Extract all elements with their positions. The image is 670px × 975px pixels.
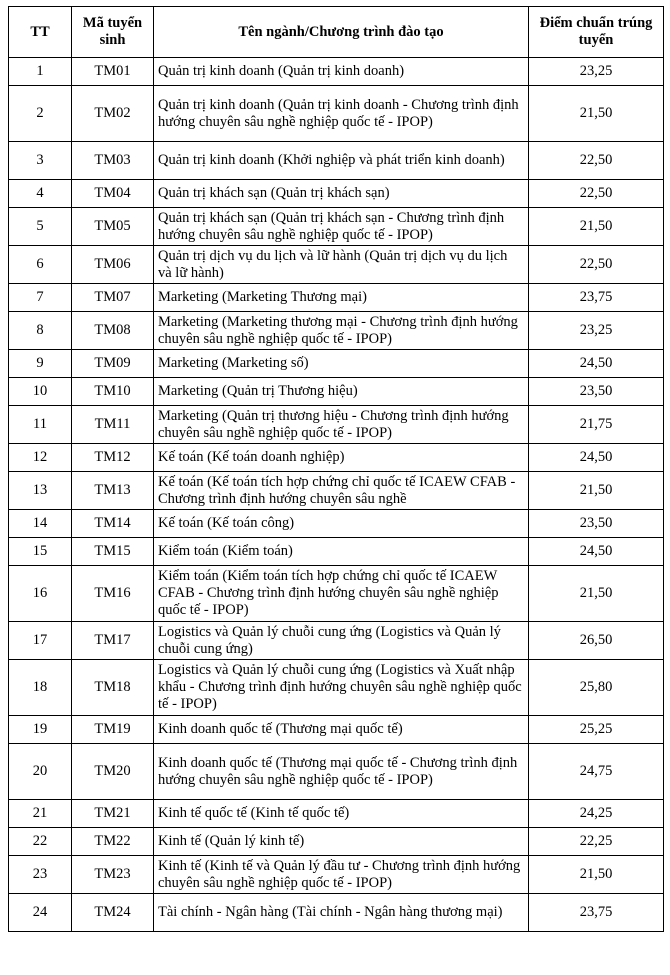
cell-score: 24,50 [529,444,664,472]
cell-program: Kinh tế (Kinh tế và Quản lý đầu tư - Chương trình định hướng chuyên sâu nghề nghiệp quốc tế - IPOP) [154,856,529,894]
cell-code: TM08 [72,312,154,350]
cell-score: 21,50 [529,566,664,622]
cell-code: TM19 [72,716,154,744]
cell-tt: 4 [9,180,72,208]
cell-tt: 18 [9,660,72,716]
table-row [9,472,664,510]
cell-program: Kinh tế quốc tế (Kinh tế quốc tế) [154,800,529,828]
cell-code: TM15 [72,538,154,566]
cell-program: Quản trị khách sạn (Quản trị khách sạn - Chương trình định hướng chuyên sâu nghề nghiệp quốc tế - IPOP) [154,208,529,246]
cell-code: TM01 [72,58,154,86]
cell-program: Kinh doanh quốc tế (Thương mại quốc tế - Chương trình định hướng chuyên sâu nghề nghiệp quốc tế - IPOP) [154,744,529,800]
cell-code: TM03 [72,142,154,180]
cell-program: Kế toán (Kế toán tích hợp chứng chỉ quốc tế ICAEW CFAB - Chương trình định hướng chuyên sâu nghề [154,472,529,510]
cell-program: Logistics và Quản lý chuỗi cung ứng (Logistics và Quản lý chuỗi cung ứng) [154,622,529,660]
table-row [9,180,664,208]
cell-score: 23,75 [529,284,664,312]
table-row [9,246,664,284]
cell-code: TM06 [72,246,154,284]
cell-code: TM20 [72,744,154,800]
cell-code: TM16 [72,566,154,622]
cell-code: TM05 [72,208,154,246]
header-score: Điểm chuẩn trúng tuyển [529,7,664,58]
cell-score: 21,50 [529,472,664,510]
table-row [9,86,664,142]
cell-program: Kiểm toán (Kiểm toán tích hợp chứng chỉ quốc tế ICAEW CFAB - Chương trình định hướng chuyên sâu nghề nghiệp quốc tế - IPOP) [154,566,529,622]
table-row [9,58,664,86]
cell-score: 23,50 [529,510,664,538]
cell-score: 23,75 [529,894,664,932]
cell-score: 23,25 [529,58,664,86]
cell-tt: 6 [9,246,72,284]
cell-code: TM09 [72,350,154,378]
cell-tt: 14 [9,510,72,538]
table-row [9,406,664,444]
cell-tt: 21 [9,800,72,828]
cell-tt: 3 [9,142,72,180]
cell-code: TM02 [72,86,154,142]
table-row [9,444,664,472]
table-row [9,538,664,566]
cell-program: Quản trị kinh doanh (Khởi nghiệp và phát triển kinh doanh) [154,142,529,180]
header-tt: TT [9,7,72,58]
cell-program: Marketing (Marketing thương mại - Chương trình định hướng chuyên sâu nghề nghiệp quốc tế - IPOP) [154,312,529,350]
table-row [9,744,664,800]
cell-tt: 11 [9,406,72,444]
cell-program: Marketing (Quản trị Thương hiệu) [154,378,529,406]
cell-code: TM17 [72,622,154,660]
cell-program: Quản trị dịch vụ du lịch và lữ hành (Quản trị dịch vụ du lịch và lữ hành) [154,246,529,284]
table-row [9,800,664,828]
table-row [9,828,664,856]
cell-tt: 16 [9,566,72,622]
cell-tt: 12 [9,444,72,472]
cell-tt: 13 [9,472,72,510]
cell-tt: 15 [9,538,72,566]
cell-score: 26,50 [529,622,664,660]
cell-program: Marketing (Marketing số) [154,350,529,378]
cell-code: TM18 [72,660,154,716]
cell-tt: 20 [9,744,72,800]
table-row [9,894,664,932]
cell-tt: 1 [9,58,72,86]
admission-score-table [8,6,664,932]
cell-program: Kế toán (Kế toán công) [154,510,529,538]
cell-program: Marketing (Quản trị thương hiệu - Chương trình định hướng chuyên sâu nghề nghiệp quốc tế - IPOP) [154,406,529,444]
cell-score: 23,50 [529,378,664,406]
header-row [9,7,664,58]
cell-code: TM21 [72,800,154,828]
cell-program: Logistics và Quản lý chuỗi cung ứng (Logistics và Xuất nhập khẩu - Chương trình định hướng chuyên sâu nghề nghiệp quốc tế - IPOP) [154,660,529,716]
cell-tt: 9 [9,350,72,378]
cell-score: 21,50 [529,856,664,894]
table-row [9,350,664,378]
cell-score: 25,80 [529,660,664,716]
table-row [9,510,664,538]
table-row [9,856,664,894]
cell-tt: 23 [9,856,72,894]
cell-score: 22,50 [529,180,664,208]
cell-score: 21,75 [529,406,664,444]
cell-program: Kế toán (Kế toán doanh nghiệp) [154,444,529,472]
cell-score: 24,25 [529,800,664,828]
cell-tt: 7 [9,284,72,312]
cell-score: 24,50 [529,538,664,566]
cell-tt: 19 [9,716,72,744]
header-code: Mã tuyển sinh [72,7,154,58]
cell-code: TM13 [72,472,154,510]
cell-tt: 24 [9,894,72,932]
cell-program: Tài chính - Ngân hàng (Tài chính - Ngân hàng thương mại) [154,894,529,932]
cell-score: 24,75 [529,744,664,800]
cell-code: TM07 [72,284,154,312]
table-row [9,660,664,716]
table-row [9,566,664,622]
cell-program: Kinh tế (Quản lý kinh tế) [154,828,529,856]
cell-code: TM11 [72,406,154,444]
cell-code: TM24 [72,894,154,932]
table-row [9,284,664,312]
cell-code: TM04 [72,180,154,208]
cell-tt: 5 [9,208,72,246]
cell-tt: 10 [9,378,72,406]
table-row [9,622,664,660]
cell-program: Kiểm toán (Kiểm toán) [154,538,529,566]
cell-program: Quản trị kinh doanh (Quản trị kinh doanh) [154,58,529,86]
table-row [9,142,664,180]
table-row [9,378,664,406]
cell-score: 22,50 [529,246,664,284]
cell-score: 25,25 [529,716,664,744]
cell-program: Kinh doanh quốc tế (Thương mại quốc tế) [154,716,529,744]
table-row [9,716,664,744]
header-program: Tên ngành/Chương trình đào tạo [154,7,529,58]
cell-program: Quản trị khách sạn (Quản trị khách sạn) [154,180,529,208]
cell-code: TM12 [72,444,154,472]
cell-score: 23,25 [529,312,664,350]
cell-score: 24,50 [529,350,664,378]
cell-score: 21,50 [529,86,664,142]
table-row [9,312,664,350]
cell-code: TM22 [72,828,154,856]
cell-code: TM23 [72,856,154,894]
cell-tt: 2 [9,86,72,142]
table-row [9,208,664,246]
cell-code: TM10 [72,378,154,406]
cell-score: 22,50 [529,142,664,180]
cell-score: 22,25 [529,828,664,856]
cell-program: Marketing (Marketing Thương mại) [154,284,529,312]
cell-code: TM14 [72,510,154,538]
cell-tt: 22 [9,828,72,856]
cell-score: 21,50 [529,208,664,246]
cell-tt: 17 [9,622,72,660]
cell-program: Quản trị kinh doanh (Quản trị kinh doanh - Chương trình định hướng chuyên sâu nghề nghiệp quốc tế - IPOP) [154,86,529,142]
cell-tt: 8 [9,312,72,350]
